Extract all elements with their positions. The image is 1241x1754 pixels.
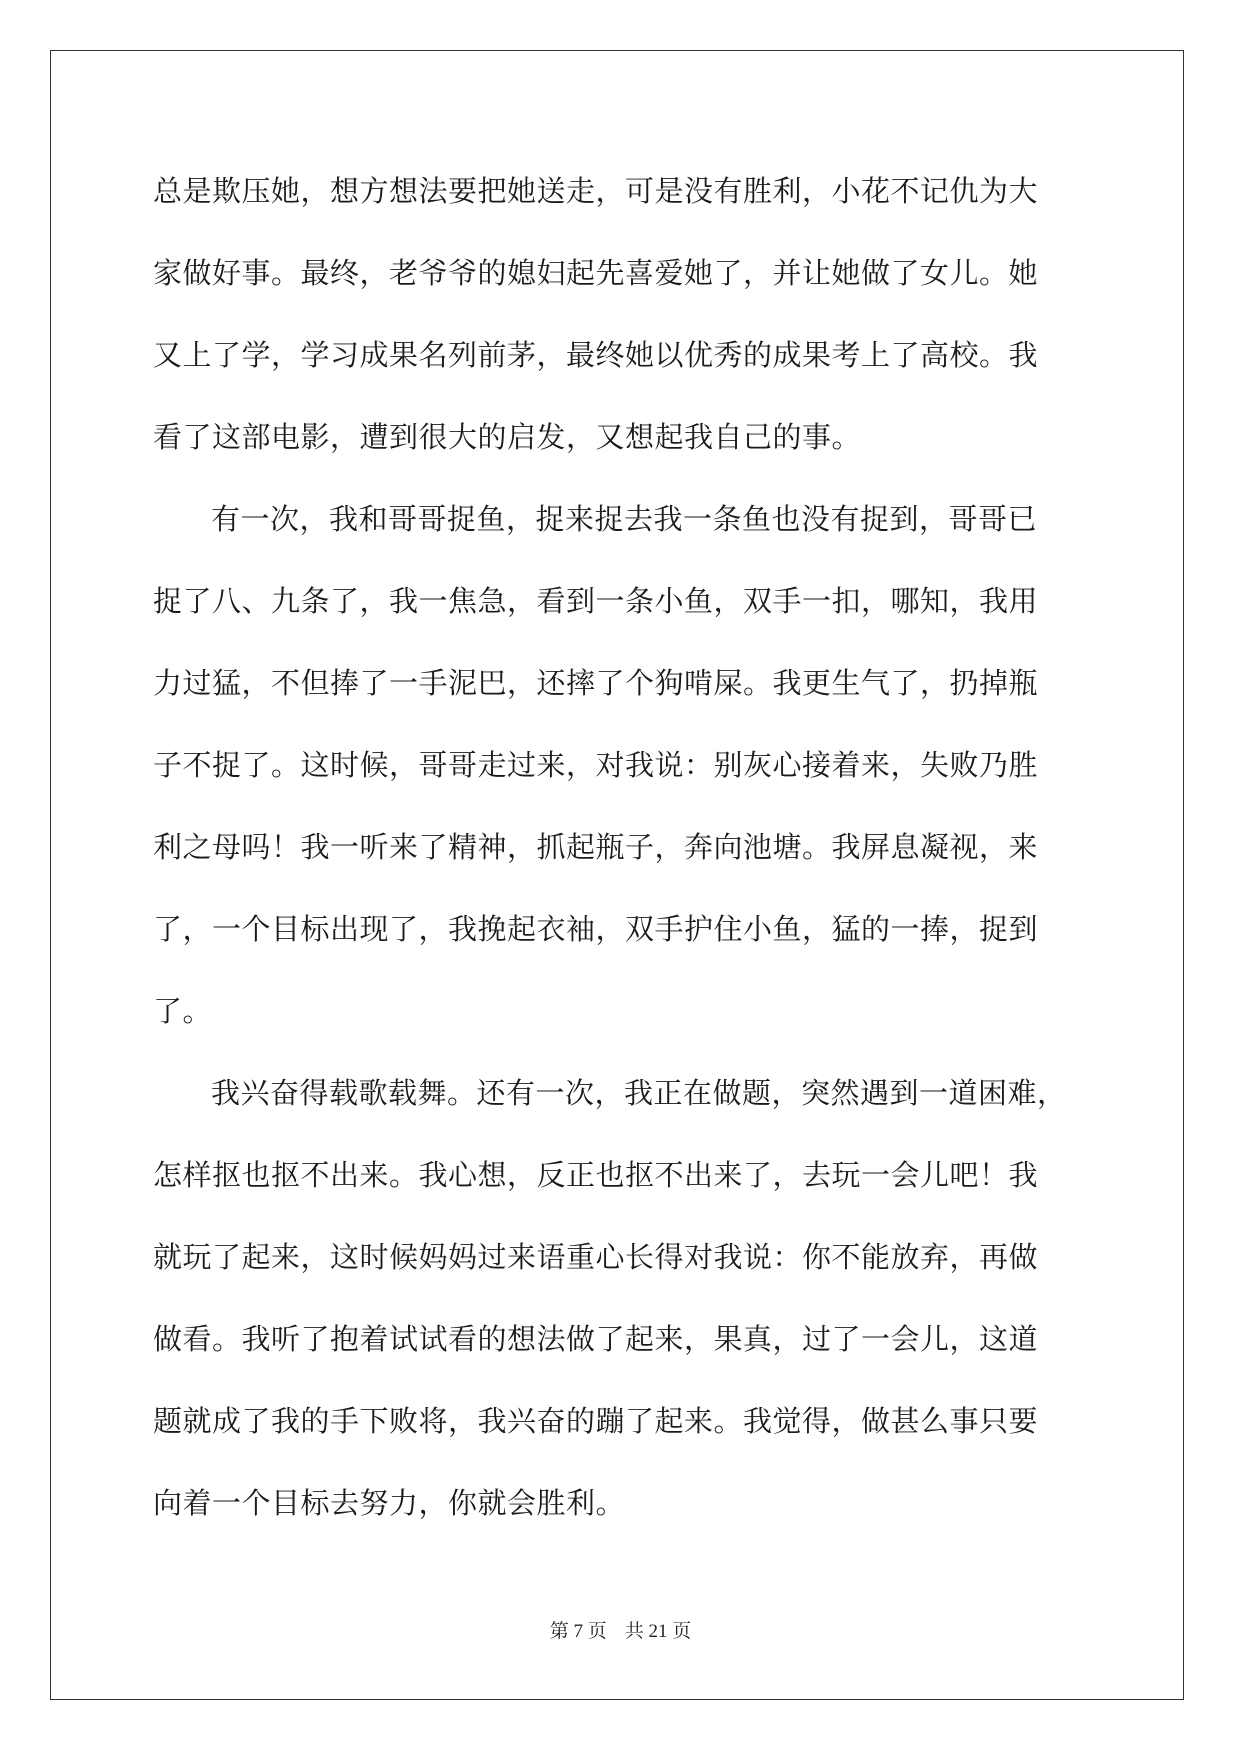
page-number: 第 7 页 <box>549 1621 607 1642</box>
text-line: 做看。我听了抱着试试看的想法做了起来，果真，过了一会儿，这道 <box>153 1322 1039 1356</box>
text-line: 总是欺压她，想方想法要把她送走，可是没有胜利，小花不记仇为大 <box>153 174 1039 208</box>
text-line: 就玩了起来，这时候妈妈过来语重心长得对我说：你不能放弃，再做 <box>153 1240 1039 1274</box>
text-line: 家做好事。最终，老爷爷的媳妇起先喜爱她了，并让她做了女儿。她 <box>153 256 1039 290</box>
text-line: 力过猛，不但捧了一手泥巴，还摔了个狗啃屎。我更生气了，扔掉瓶 <box>153 666 1039 700</box>
text-line: 了。 <box>153 994 213 1028</box>
text-line: 看了这部电影，遭到很大的启发，又想起我自己的事。 <box>153 420 862 454</box>
page-total: 共 21 页 <box>624 1621 692 1642</box>
page-footer <box>0 1620 1241 1644</box>
text-line: 向着一个目标去努力，你就会胜利。 <box>153 1486 626 1520</box>
paragraph-2 <box>153 478 1093 1052</box>
text-line: 捉了八、九条了，我一焦急，看到一条小鱼，双手一扣，哪知，我用 <box>153 584 1039 618</box>
text-line: 利之母吗！我一听来了精神，抓起瓶子，奔向池塘。我屏息凝视，来 <box>153 830 1039 864</box>
text-line: 了，一个目标出现了，我挽起衣袖，双手护住小鱼，猛的一捧，捉到 <box>153 912 1039 946</box>
text-line: 又上了学，学习成果名列前茅，最终她以优秀的成果考上了高校。我 <box>153 338 1039 372</box>
text-line: 我兴奋得载歌载舞。还有一次，我正在做题，突然遇到一道困难， <box>211 1076 1067 1110</box>
text-line: 有一次，我和哥哥捉鱼，捉来捉去我一条鱼也没有捉到，哥哥已 <box>211 502 1038 536</box>
document-body <box>153 150 1093 1544</box>
text-line: 子不捉了。这时候，哥哥走过来，对我说：别灰心接着来，失败乃胜 <box>153 748 1039 782</box>
paragraph-3 <box>153 1052 1093 1544</box>
paragraph-1 <box>153 150 1093 478</box>
text-line: 怎样抠也抠不出来。我心想，反正也抠不出来了，去玩一会儿吧！我 <box>153 1158 1039 1192</box>
text-line: 题就成了我的手下败将，我兴奋的蹦了起来。我觉得，做甚么事只要 <box>153 1404 1039 1438</box>
